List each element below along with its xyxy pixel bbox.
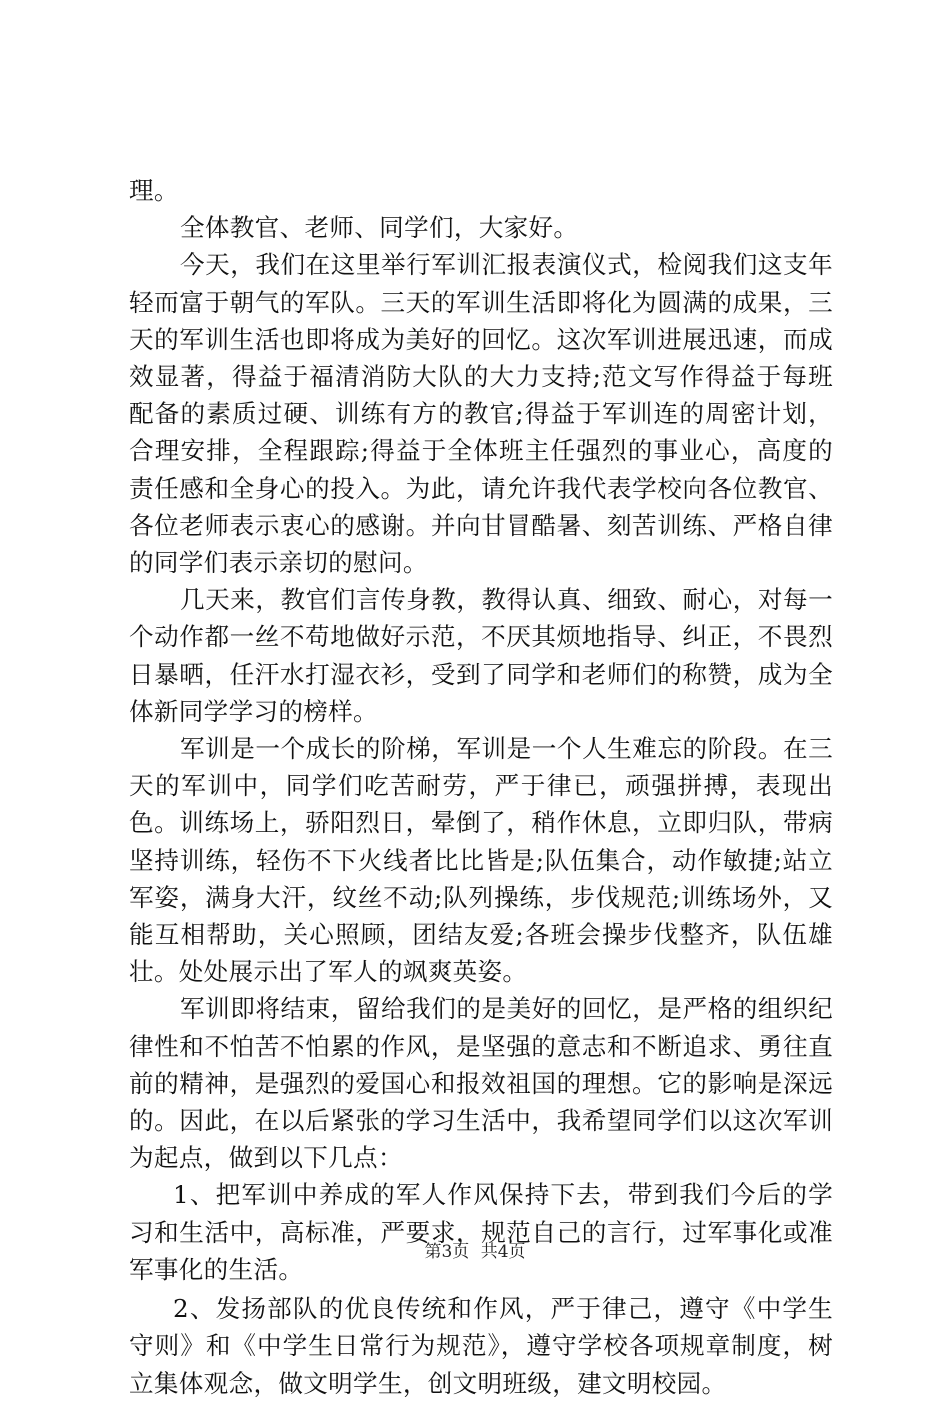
paragraph-conclusion: 军训即将结束，留给我们的是美好的回忆，是严格的组织纪律性和不怕苦不怕累的作风，是坚强的意志和不断追求、勇往直前的精神，是强烈的爱国心和报效祖国的理想。它的影响是深远的。因此，在以后紧张的学习生活中，我希望同学们以这次军训为起点，做到以下几点：: [129, 994, 833, 1173]
paragraph-opening: 今天，我们在这里举行军训汇报表演仪式，检阅我们这支年轻而富于朝气的军队。三天的军训生活即将化为圆满的成果，三天的军训生活也即将成为美好的回忆。这次军训进展迅速，而成效显著，得益于福清消防大队的大力支持;范文写作得益于每班配备的素质过硬、训练有方的教官;得益于军训连的周密计划，合理安排，全程跟踪;得益于全体班主任强烈的事业心，高度的责任感和全身心的投入。为此，请允许我代表学校向各位教官、各位老师表示衷心的感谢。并向甘冒酷暑、刻苦训练、严格自律的同学们表示亲切的慰问。: [129, 250, 833, 578]
document-body: [129, 172, 833, 1402]
paragraph-training: 军训是一个成长的阶梯，军训是一个人生难忘的阶段。在三天的军训中，同学们吃苦耐劳，严于律已，顽强拼搏，表现出色。训练场上，骄阳烈日，晕倒了，稍作休息，立即归队，带病坚持训练，轻伤不下火线者比比皆是;队伍集合，动作敏捷;站立军姿，满身大汗，纹丝不动;队列操练，步伐规范;训练场外，又能互相帮助，关心照顾，团结友爱;各班会操步伐整齐，队伍雄壮。处处展示出了军人的飒爽英姿。: [129, 734, 833, 987]
paragraph-greeting: 全体教官、老师、同学们，大家好。: [180, 213, 579, 243]
paragraph-instructors: 几天来，教官们言传身教，教得认真、细致、耐心，对每一个动作都一丝不苟地做好示范，不厌其烦地指导、纠正，不畏烈日暴晒，任汗水打湿衣衫，受到了同学和老师们的称赞，成为全体新同学学习的榜样。: [129, 585, 833, 726]
page-total: 共4页: [480, 1242, 526, 1262]
list-item-1: 1、把军训中养成的军人作风保持下去，带到我们今后的学习和生活中，高标准，严要求，规范自己的言行，过军事化或准军事化的生活。: [129, 1180, 833, 1284]
page-number: 第3页: [424, 1242, 470, 1262]
paragraph-continuation: 理。: [129, 176, 179, 205]
list-item-2: 2、发扬部队的优良传统和作风，严于律己，遵守《中学生守则》和《中学生日常行为规范》，遵守学校各项规章制度，树立集体观念，做文明学生，创文明班级，建文明校园。: [129, 1294, 833, 1398]
page-footer: [0, 1242, 950, 1262]
